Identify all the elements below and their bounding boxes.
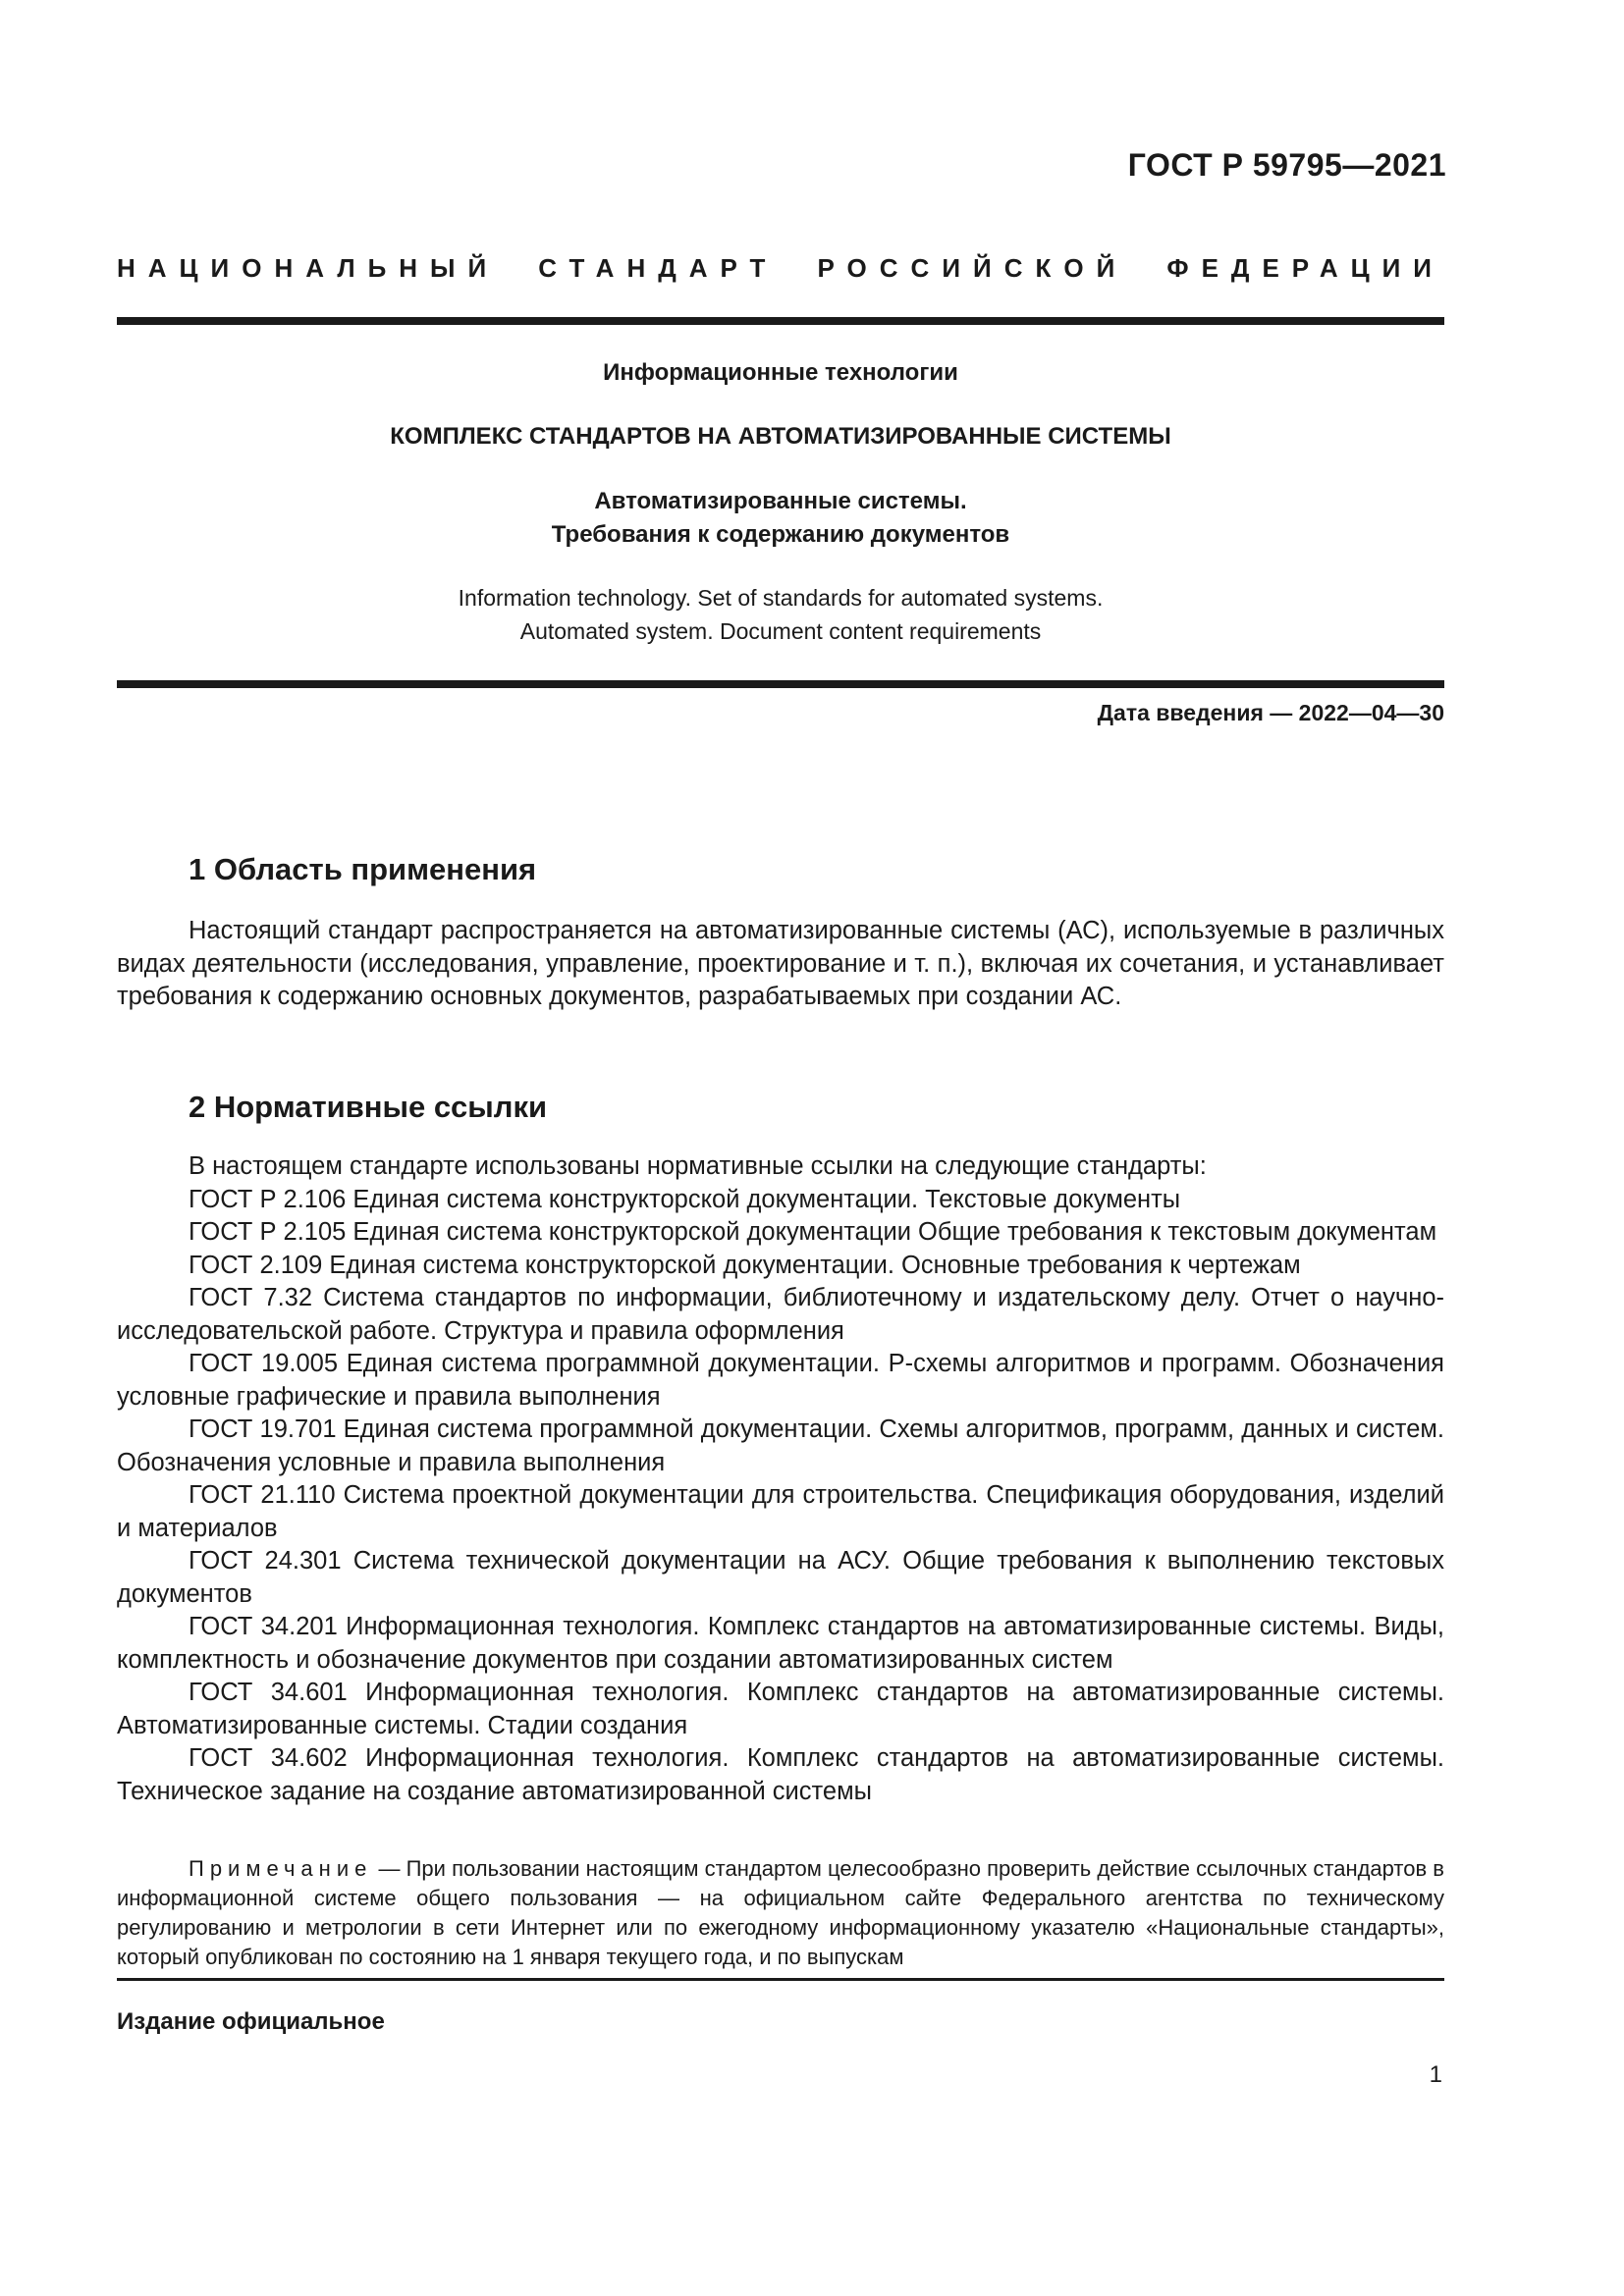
title-line-3a: Автоматизированные системы. [594,488,967,514]
title-line-2: КОМПЛЕКС СТАНДАРТОВ НА АВТОМАТИЗИРОВАННЫЕ СИСТЕМЫ [390,423,1171,450]
reference-item: ГОСТ 19.701 Единая система программной документации. Схемы алгоритмов, программ, данных и систем. Обозначения условные и правила выполнения [117,1415,1444,1476]
reference-item: ГОСТ Р 2.106 Единая система конструкторской документации. Текстовые документы [189,1185,1181,1213]
reference-item: ГОСТ 34.201 Информационная технология. Комплекс стандартов на автоматизированные системы. Виды, комплектность и обозначение документов при создании автоматизированных систем [117,1613,1444,1674]
reference-item: ГОСТ 7.32 Система стандартов по информации, библиотечному и издательскому делу. Отчет о научно-исследовательской работе. Структура и правила оформления [117,1284,1444,1345]
reference-intro: В настоящем стандарте использованы нормативные ссылки на следующие стандарты: [189,1152,1207,1180]
reference-item: ГОСТ 21.110 Система проектной документации для строительства. Спецификация оборудования, изделий и материалов [117,1481,1444,1542]
official-edition-label: Издание официальное [117,2008,385,2035]
header-rule-top [117,317,1444,325]
note-text: — При пользовании настоящим стандартом целесообразно проверить действие ссылочных стандартов в информационной системе общего пользования — на официальном сайте Федерального агентства по техническому регулированию и метрологии в сети Интернет или по ежегодному информационному указателю «Национальные стандарты», который опубликован по состоянию на 1 января текущего года, и по выпускам [117,1856,1444,1969]
reference-item: ГОСТ 2.109 Единая система конструкторской документации. Основные требования к чертежам [189,1251,1301,1279]
reference-item: ГОСТ Р 2.105 Единая система конструкторской документации Общие требования к текстовым документам [189,1218,1437,1246]
national-standard-title: НАЦИОНАЛЬНЫЙ СТАНДАРТ РОССИЙСКОЙ ФЕДЕРАЦИИ [117,253,1444,283]
footer-rule [117,1978,1444,1981]
title-line-3b: Требования к содержанию документов [551,521,1010,548]
section-2-heading: 2 Нормативные ссылки [189,1090,548,1124]
page-number: 1 [1429,2061,1442,2088]
english-title-line-1: Information technology. Set of standards for automated systems. [458,585,1104,611]
title-line-1: Информационные технологии [603,359,958,386]
introduction-date: Дата введения — 2022—04—30 [1097,700,1444,725]
standard-number: ГОСТ Р 59795—2021 [1127,147,1446,183]
reference-item: ГОСТ 34.601 Информационная технология. Комплекс стандартов на автоматизированные системы. Автоматизированные системы. Стадии создания [117,1679,1444,1739]
reference-item: ГОСТ 34.602 Информационная технология. Комплекс стандартов на автоматизированные системы. Техническое задание на создание автоматизированной системы [117,1744,1444,1805]
section-2-body [117,1150,1444,1808]
section-1-paragraph: Настоящий стандарт распространяется на автоматизированные системы (АС), используемые в различных видах деятельности (исследования, управление, проектирование и т. п.), включая их сочетания, и устанавливает требования к содержанию основных документов, разрабатываемых при создании АС. [117,917,1444,1010]
english-title-line-2: Automated system. Document content requirements [519,618,1042,644]
section-1-body [117,915,1444,1014]
reference-item: ГОСТ 24.301 Система технической документации на АСУ. Общие требования к выполнению текстовых документов [117,1547,1444,1608]
header-rule-bottom [117,680,1444,688]
note-label: Примечание [189,1856,373,1881]
reference-item: ГОСТ 19.005 Единая система программной документации. Р-схемы алгоритмов и программ. Обозначения условные графические и правила выполнения [117,1350,1444,1411]
note-block [117,1854,1444,1972]
section-1-heading: 1 Область применения [189,852,537,886]
english-title [117,581,1444,648]
